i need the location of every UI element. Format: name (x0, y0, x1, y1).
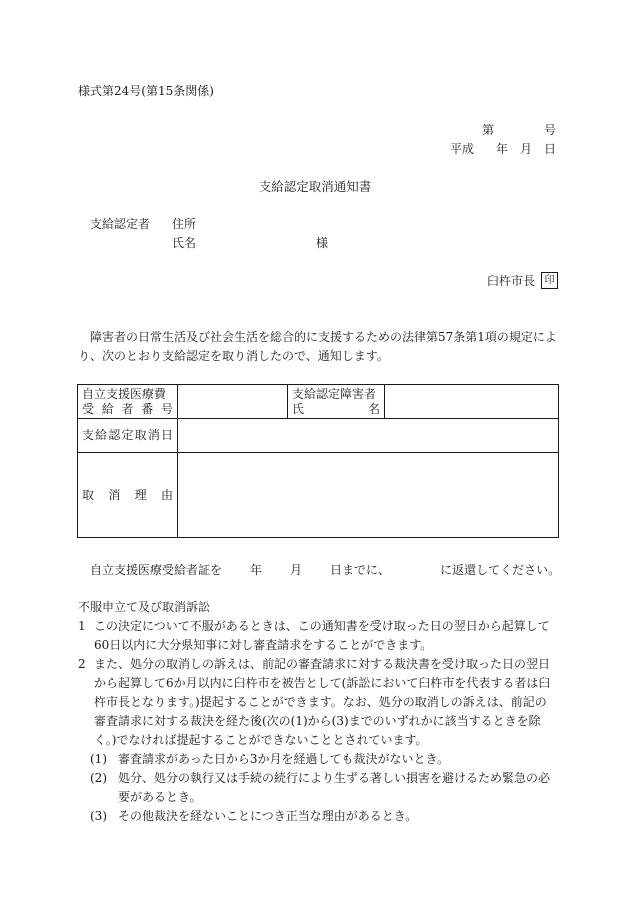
sub-item-text: その他裁決を経ないことにつき正当な理由があるとき。 (118, 809, 418, 823)
document-title: 支給認定取消通知書 (258, 179, 372, 194)
reason-label (78, 453, 178, 538)
cancel-date-label-text: 支給認定取消日 (82, 428, 173, 442)
addressee-role: 支給認定者 (90, 217, 151, 231)
sub-item-number: (2) (90, 771, 107, 785)
appeal-heading: 不服申立て及び取消訴訟 (78, 600, 211, 614)
issue-date (450, 142, 556, 156)
address-label: 住所 (172, 217, 197, 231)
appeal-item-number: 2 (78, 657, 86, 671)
cancel-date-value[interactable] (178, 419, 559, 453)
reason-label-text: 取消理由 (82, 487, 173, 502)
appeal-item-text: この決定について不服があるときは、この通知書を受け取った日の翌日から起算して60日以内に大分県知事に対し審査請求をすることができます。 (94, 619, 550, 652)
table-row (78, 453, 559, 538)
year-unit: 年 (495, 142, 508, 156)
patient-name-label-line1: 支給認定障害者 (292, 386, 377, 401)
table-row (78, 419, 559, 453)
patient-name-label (288, 385, 385, 419)
table-row (78, 385, 559, 419)
appeal-item-number: 1 (78, 619, 86, 633)
recipient-number-label-line1: 自立支援医療費 (82, 386, 167, 401)
body-text: 障害者の日常生活及び社会生活を総合的に支援するための法律第57条第1項の規定により、次のとおり支給認定を取り消したので、通知します。 (78, 330, 557, 363)
patient-name-label-line2: 氏名 (292, 401, 380, 416)
appeal-sub-item (90, 807, 558, 826)
sub-item-text: 処分、処分の執行又は手続の続行により生ずる著しい損害を避けるため緊急の必要があるとき。 (118, 771, 551, 804)
honorific: 様 (316, 236, 329, 250)
recipient-number-label (78, 385, 178, 419)
sub-item-number: (3) (90, 809, 107, 823)
recipient-number-label-line2: 受給者番号 (82, 401, 173, 416)
number-suffix: 号 (543, 123, 556, 137)
reason-value[interactable] (178, 453, 559, 538)
return-notice (90, 563, 560, 577)
return-month-unit: 月 (290, 563, 303, 577)
era: 平成 (449, 142, 474, 156)
name-label: 氏名 (172, 236, 197, 250)
day-unit: 日 (543, 142, 556, 156)
return-suffix: に返還してください。 (440, 563, 561, 577)
appeal-sub-item (90, 769, 558, 807)
issuer-name: 臼杵市長 (486, 274, 535, 288)
appeal-item-text: また、処分の取消しの訴えは、前記の審査請求に対する裁決書を受け取った日の翌日から起算して6か月以内に臼杵市を被告として(訴訟において臼杵市を代表する者は臼杵市長となります。)提起することができます。なお、処分の取消しの訴えは、前記の審査請求に対する裁決を経た後(次の(1)から(3)までのいずれかに該当するときを除く。)でなければ提起することができないこととされています。 (94, 657, 551, 747)
info-table (77, 384, 559, 538)
return-year-unit: 年 (250, 563, 263, 577)
return-prefix: 自立支援医療受給者証を (90, 563, 223, 577)
appeal-item (78, 655, 558, 750)
patient-name-value[interactable] (385, 385, 559, 419)
document-number (482, 123, 556, 137)
appeal-item (78, 617, 558, 655)
cancel-date-label (78, 419, 178, 453)
appeal-sub-item (90, 750, 558, 769)
recipient-number-value[interactable] (178, 385, 288, 419)
sub-item-number: (1) (90, 752, 107, 766)
number-prefix: 第 (481, 123, 494, 137)
sub-item-text: 審査請求があった日から3か月を経過しても裁決がないとき。 (118, 752, 450, 766)
form-id: 様式第24号(第15条関係) (78, 84, 214, 98)
return-day-suffix: 日までに、 (330, 563, 391, 577)
seal-mark: 印 (541, 272, 558, 289)
month-unit: 月 (519, 142, 532, 156)
